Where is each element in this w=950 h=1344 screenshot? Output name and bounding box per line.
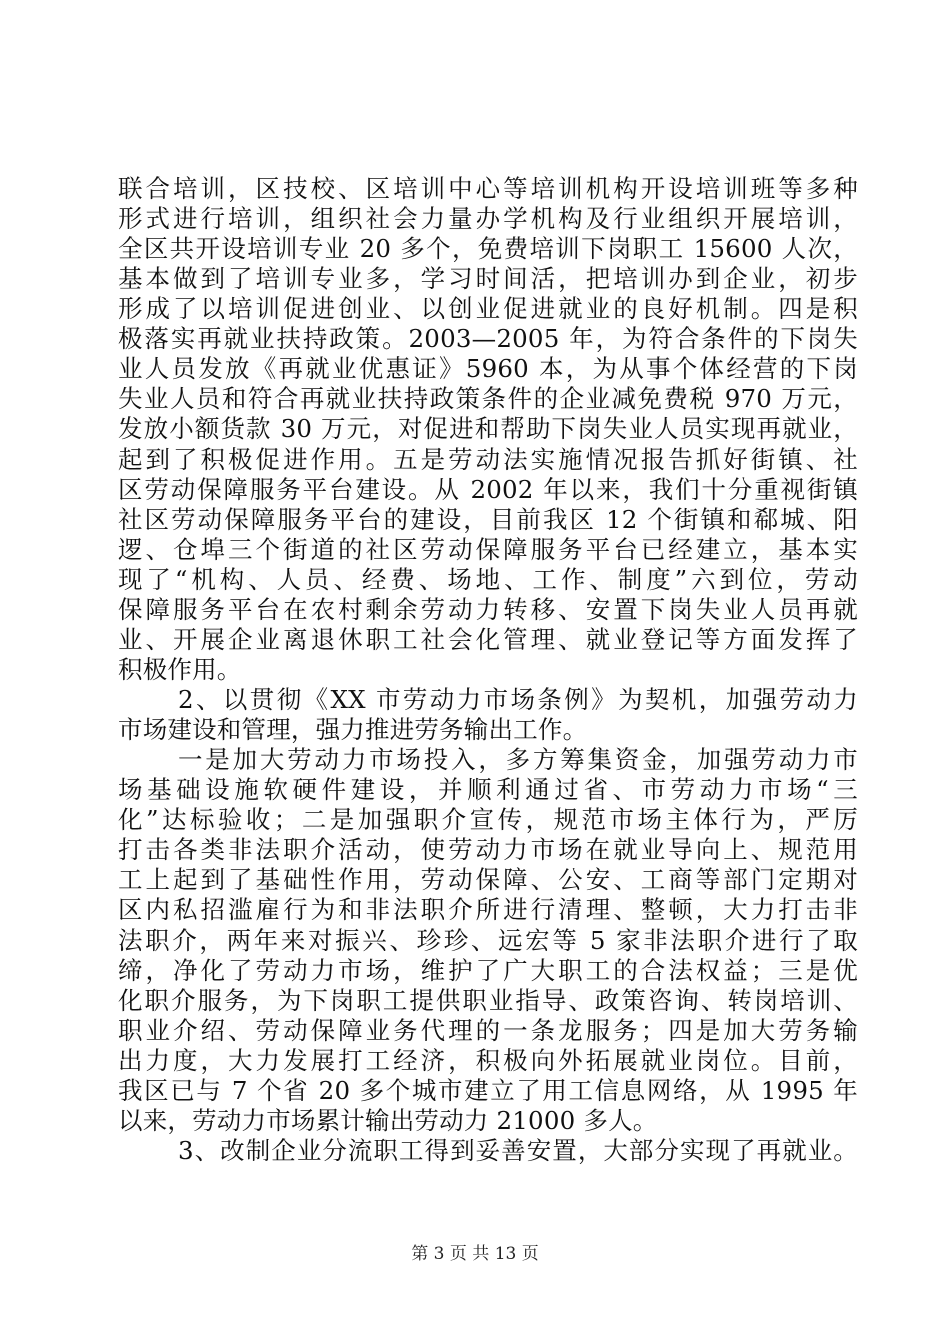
body-line-12: 社区劳动保障服务平台的建设，目前我区 12 个街镇和郗城、阳 [118,504,858,534]
body-line-6: 极落实再就业扶持政策。2003—2005 年，为符合条件的下岗失 [118,324,858,354]
body-line-11: 区劳动保障服务平台建设。从 2002 年以来，我们十分重视街镇 [118,474,858,504]
body-line-5: 形成了以培训促进创业、以创业促进就业的良好机制。四是积 [118,294,858,324]
body-line-10: 起到了积极促进作用。五是劳动法实施情况报告抓好街镇、社 [118,444,858,474]
body-line-21: 场基础设施软硬件建设，并顺利通过省、市劳动力市场“三 [118,775,858,805]
body-line-30: 出力度，大力发展打工经济，积极向外拓展就业岗位。目前， [118,1045,858,1075]
body-line-20: 一是加大劳动力市场投入，多方筹集资金，加强劳动力市 [178,745,858,775]
body-line-2: 形式进行培训，组织社会力量办学机构及行业组织开展培训， [118,204,858,234]
body-line-16: 业、开展企业离退休职工社会化管理、就业登记等方面发挥了 [118,624,858,654]
body-line-26: 法职介，两年来对振兴、珍珍、远宏等 5 家非法职介进行了取 [118,925,858,955]
body-line-32: 以来，劳动力市场累计输出劳动力 21000 多人。 [118,1105,658,1135]
body-line-24: 工上起到了基础性作用，劳动保障、公安、工商等部门定期对 [118,865,858,895]
body-line-27: 缔，净化了劳动力市场，维护了广大职工的合法权益；三是优 [118,955,858,985]
body-line-29: 职业介绍、劳动保障业务代理的一条龙服务；四是加大劳务输 [118,1015,858,1045]
body-line-9: 发放小额货款 30 万元，对促进和帮助下岗失业人员实现再就业， [118,414,858,444]
body-line-17: 积极作用。 [118,654,242,684]
section-heading-2: 2、以贯彻《XX 市劳动力市场条例》为契机，加强劳动力 [178,685,858,715]
body-line-28: 化职介服务，为下岗职工提供职业指导、政策咨询、转岗培训、 [118,985,858,1015]
body-line-3: 全区共开设培训专业 20 多个，免费培训下岗职工 15600 人次， [118,234,858,264]
body-line-1: 联合培训，区技校、区培训中心等培训机构开设培训班等多种 [118,174,858,203]
body-line-23: 打击各类非法职介活动，使劳动力市场在就业导向上、规范用 [118,835,858,865]
body-line-13: 逻、仓埠三个街道的社区劳动保障服务平台已经建立，基本实 [118,534,858,564]
section-heading-3: 3、改制企业分流职工得到妥善安置，大部分实现了再就业。 [178,1135,858,1165]
body-line-8: 失业人员和符合再就业扶持政策条件的企业减免费税 970 万元， [118,384,858,414]
page-footer: 第 3 页 共 13 页 [411,1244,539,1264]
section-heading-2-cont: 市场建设和管理，强力推进劳务输出工作。 [118,715,588,745]
body-line-31: 我区已与 7 个省 20 多个城市建立了用工信息网络，从 1995 年 [118,1075,858,1105]
body-line-22: 化”达标验收；二是加强职介宣传，规范市场主体行为，严厉 [118,805,858,835]
body-line-14: 现了“机构、人员、经费、场地、工作、制度”六到位，劳动 [118,564,858,594]
body-line-4: 基本做到了培训专业多，学习时间活，把培训办到企业，初步 [118,264,858,294]
body-line-15: 保障服务平台在农村剩余劳动力转移、安置下岗失业人员再就 [118,594,858,624]
body-line-25: 区内私招滥雇行为和非法职介所进行清理、整顿，大力打击非 [118,895,858,925]
body-line-7: 业人员发放《再就业优惠证》5960 本，为从事个体经营的下岗 [118,354,858,384]
